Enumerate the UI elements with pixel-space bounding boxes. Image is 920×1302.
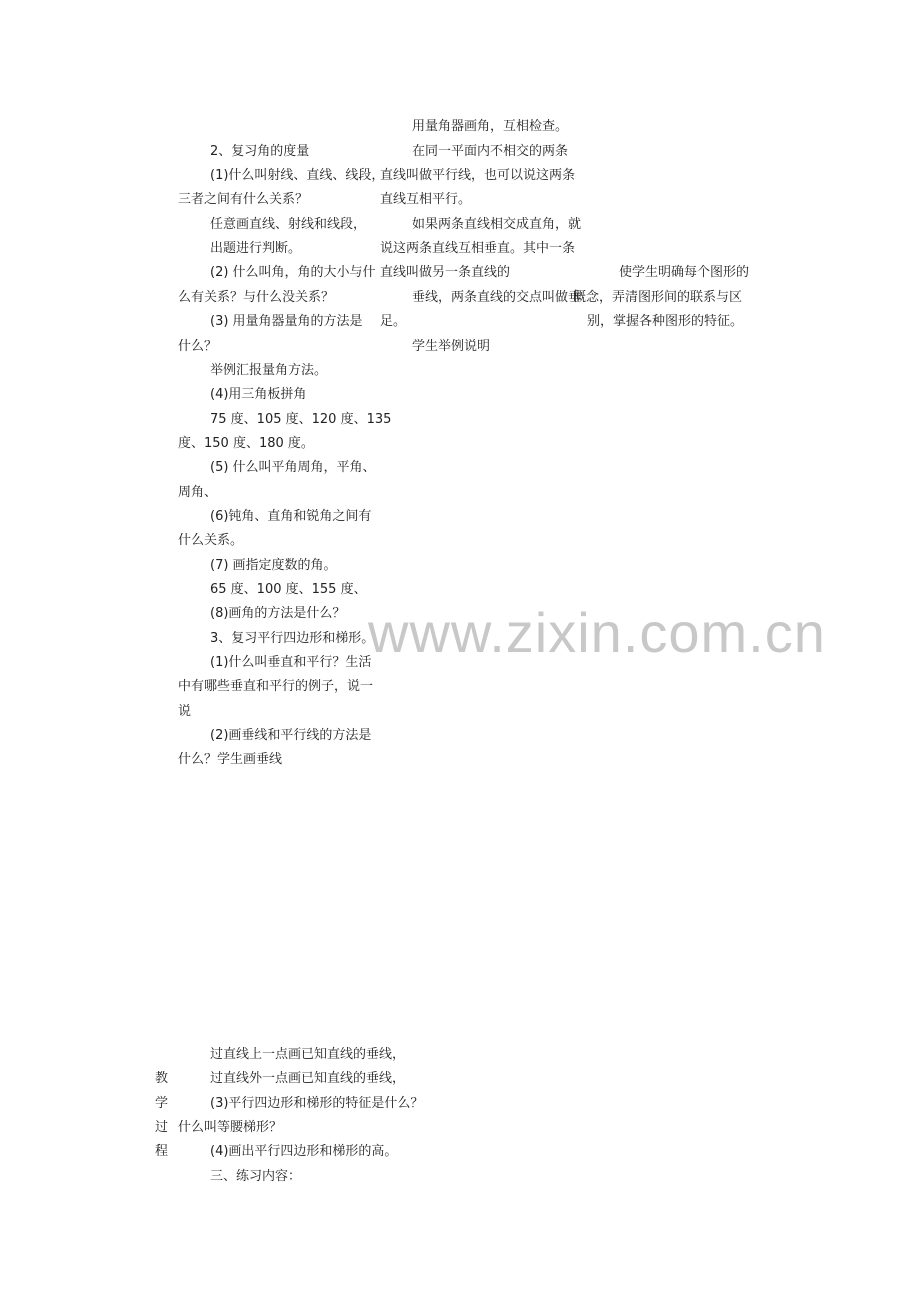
lower-line-3a: (3)平行四边形和梯形的特征是什么？ (210, 1096, 424, 1111)
right-line-6: 直线叫做另一条直线的 (380, 265, 511, 280)
section-2-heading: 2、复习角的度量 (210, 144, 310, 159)
right-line-7: 垂线，两条直线的交点叫做垂 (412, 290, 582, 305)
answer-4a: 75 度、105 度、120 度、135 (210, 412, 392, 427)
question-2a: (2) 什么叫角，角的大小与什 (210, 265, 376, 280)
right-line-9: 学生举例说明 (412, 339, 491, 354)
answer-1a: 任意画直线、射线和线段， (210, 217, 367, 232)
right-line-1: 用量角器画角，互相检查。 (412, 119, 569, 134)
section-3-heading: 3、复习平行四边形和梯形。 (210, 631, 375, 646)
right-line-3b: 直线互相平行。 (380, 192, 472, 207)
answer-7: 65 度、100 度、155 度、 (210, 582, 367, 597)
lower-line-3b: 什么叫等腰梯形？ (178, 1120, 283, 1135)
question-1a: (1)什么叫射线、直线、线段， (210, 168, 385, 183)
section-3-question-1b: 中有哪些垂直和平行的例子，说一 (178, 679, 374, 694)
intent-line-3: 别，掌握各种图形的特征。 (587, 314, 744, 329)
answer-4b: 度、150 度、180 度。 (178, 436, 314, 451)
right-line-5: 说这两条直线互相垂直。其中一条 (380, 241, 576, 256)
right-line-2: 在同一平面内不相交的两条 (412, 144, 569, 159)
watermark: www.zixin.com.cn (368, 601, 826, 664)
right-line-4: 如果两条直线相交成直角，就 (412, 217, 582, 232)
question-3b: 什么？ (178, 339, 218, 354)
side-label-char-3: 过 (155, 1120, 169, 1135)
question-1b: 三者之间有什么关系？ (178, 192, 309, 207)
section-3-question-1c: 说 (178, 704, 192, 719)
side-label-char-4: 程 (155, 1144, 169, 1159)
section-3-question-1a: (1)什么叫垂直和平行？生活 (210, 655, 372, 670)
section-3-question-2b: 什么？学生画垂线 (178, 752, 283, 767)
right-line-3a: 直线叫做平行线，也可以说这两条 (380, 168, 576, 183)
question-8: (8)画角的方法是什么？ (210, 606, 346, 621)
side-label-char-1: 教 (155, 1071, 169, 1086)
section-3-question-2a: (2)画垂线和平行线的方法是 (210, 728, 372, 743)
question-7: (7) 画指定度数的角。 (210, 558, 337, 573)
question-3a: (3) 用量角器量角的方法是 (210, 314, 363, 329)
question-6b: 什么关系。 (178, 533, 244, 548)
intent-line-1: 使学生明确每个图形的 (619, 265, 750, 280)
right-line-8: 足。 (380, 314, 407, 329)
side-label-char-2: 学 (155, 1096, 169, 1111)
question-2b: 么有关系？与什么没关系？ (178, 290, 335, 305)
question-6a: (6)钝角、直角和锐角之间有 (210, 509, 372, 524)
question-5a: (5) 什么叫平角周角，平角、 (210, 460, 376, 475)
question-5b: 周角、 (178, 485, 218, 500)
answer-3: 举例汇报量角方法。 (210, 363, 328, 378)
lower-line-4: (4)画出平行四边形和梯形的高。 (210, 1144, 398, 1159)
intent-line-2: 概念，弄清图形间的联系与区 (573, 290, 743, 305)
lower-line-5: 三、练习内容： (210, 1169, 302, 1184)
answer-1b: 出题进行判断。 (210, 241, 302, 256)
lower-line-2: 过直线外一点画已知直线的垂线， (210, 1071, 406, 1086)
question-4: (4)用三角板拼角 (210, 387, 307, 402)
lower-line-1: 过直线上一点画已知直线的垂线， (210, 1047, 406, 1062)
